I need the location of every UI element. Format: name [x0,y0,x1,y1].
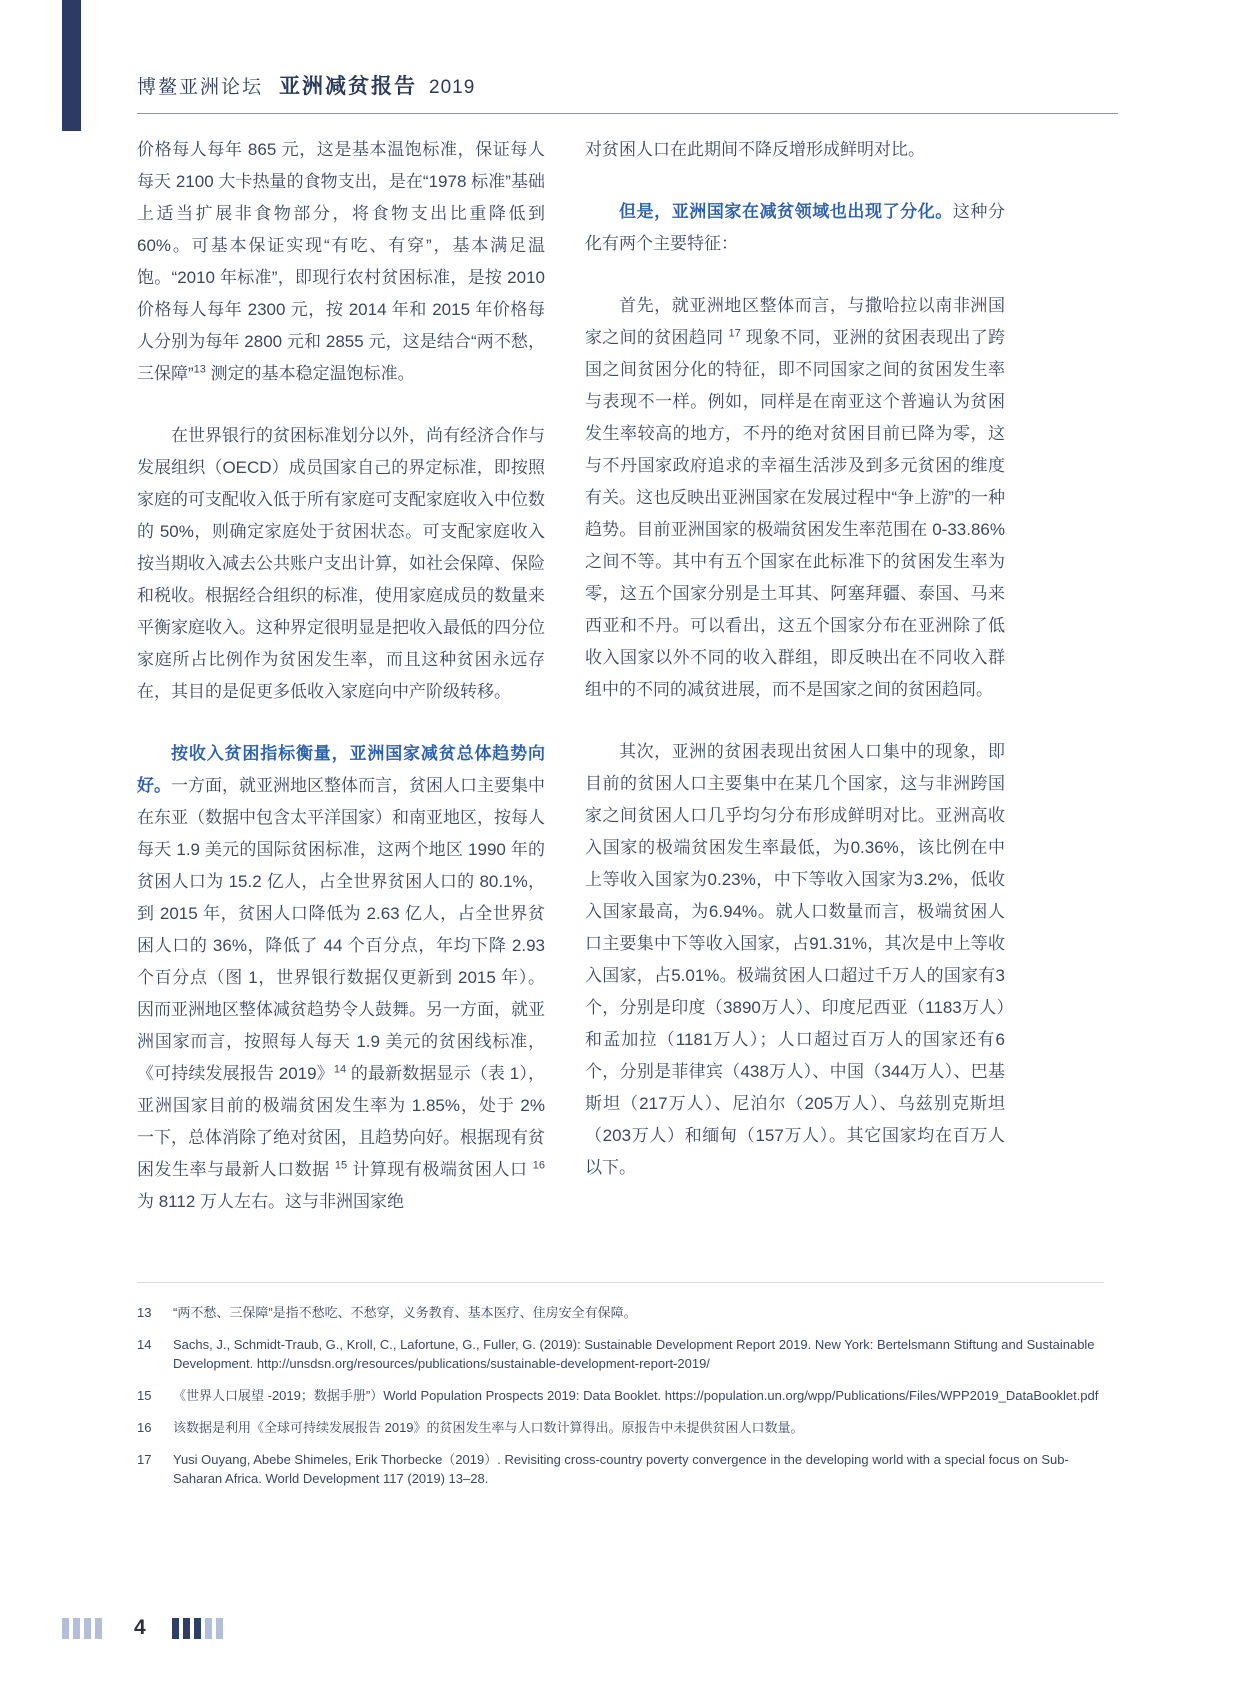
report-title: 亚洲减贫报告 [279,75,418,98]
decorative-bar [62,1618,69,1639]
footnote-text: 该数据是利用《全球可持续发展报告 2019》的贫困发生率与人口数计算得出。原报告中未提供贫困人口数量。 [173,1420,804,1435]
paragraph-lead: 但是，亚洲国家在减贫领域也出现了分化。 [619,202,953,221]
footnote-number: 16 [137,1420,152,1435]
footnote [137,1418,1104,1437]
decorative-bar [172,1618,179,1639]
footnote [137,1335,1104,1373]
paragraph-text: 首先，就亚洲地区整体而言，与撒哈拉以南非洲国家之间的贫困趋同 [585,296,1005,347]
footnotes-list [137,1303,1104,1488]
footnote-ref: 14 [333,1063,347,1076]
report-year: 2019 [429,77,476,98]
decorative-bar [194,1618,201,1639]
footnote [137,1386,1104,1405]
page-header [137,70,1118,114]
corner-accent-bar [62,0,81,131]
paragraph-text: 一方面，就亚洲地区整体而言，贫困人口主要集中在东亚（数据中包含太平洋国家）和南亚地区，按每人每天 1.9 美元的国际贫困标准，这两个地区 1990 年的贫困人口为 15.2 亿人，占全世界贫困人口的 80.1%，到 2015 年，贫困人口降低为 2.63 亿人，占全世界贫困人口的 36%，降低了 44 个百分点，年均下降 2.93 个百分点（图 1，世界银行数据仅更新到 2015 年）。因而亚洲地区整体减贫趋势令人鼓舞。另一方面，就亚洲国家而言，按照每人每天 1.9 美元的贫困线标准，《可持续发展报告 2019》 [137,776,545,1083]
page-footer [62,1616,227,1640]
decorative-bar [95,1618,102,1639]
paragraph-text: 这种分化有两个主要特征： [585,202,1006,253]
paragraph-text: 计算现有极端贫困人口 [347,1160,533,1179]
footnotes-section [137,1282,1104,1501]
decorative-bar [183,1618,190,1639]
paragraph-text: 价格每人每年 865 元，这是基本温饱标准，保证每人每天 2100 大卡热量的食物支出，是在“1978 标准”基础上适当扩展非食物部分，将食物支出比重降低到 60%。可基本保证实现“有吃、有穿”，基本满足温饱。“2010 年标准”，即现行农村贫困标准，是按 2010 价格每人每年 2300 元，按 2014 年和 2015 年价格每人分别为每年 2800 元和 2855 元，这是结合“两不愁，三保障” [137,140,545,383]
footnote-ref: 16 [532,1159,545,1172]
left-column [137,134,545,1218]
footnote-text: Yusi Ouyang, Abebe Shimeles, Erik Thorbecke（2019）. Revisiting cross-country poverty convergence in the developing world with a special focus on Sub-Saharan Africa. World Development 117 (2019) 13–28. [173,1452,1069,1486]
body-columns [137,134,1005,1218]
paragraph-text: 对贫困人口在此期间不降反增形成鲜明对比。 [585,140,925,159]
running-head [137,70,1118,100]
paragraph-lead: 按收入贫困指标衡量，亚洲国家减贫总体趋势向好。 [137,744,545,795]
paragraph-text: 为 8112 万人左右。这与非洲国家绝 [137,1192,405,1211]
footnote-text: Sachs, J., Schmidt-Traub, G., Kroll, C., Lafortune, G., Fuller, G. (2019): Sustainable Development Report 2019. New York: Bertelsmann Stiftung and Sustainable Development. http://unsdsn.org/resources/publications/sustainable-development-report-2019/ [173,1337,1095,1371]
footnote-text: 《世界人口展望 -2019；数据手册”）World Population Prospects 2019: Data Booklet. https://population.un.org/wpp/Publications/Files/WPP2019_DataBooklet.pdf [173,1388,1099,1403]
footnote-number: 15 [137,1388,152,1403]
page-number: 4 [134,1616,146,1639]
decorative-bar [216,1618,223,1639]
footnote-text: “两不愁、三保障”是指不愁吃、不愁穿，义务教育、基本医疗、住房安全有保障。 [173,1305,637,1320]
paragraph [585,196,1005,260]
paragraph [585,134,1005,166]
footnote [137,1450,1104,1488]
paragraph [137,738,545,1218]
footnote-number: 14 [137,1337,152,1352]
footnote-number: 13 [137,1305,152,1320]
footnote-ref: 15 [334,1159,348,1172]
forum-name: 博鳌亚洲论坛 [137,77,264,98]
paragraph-text: 其次，亚洲的贫困表现出贫困人口集中的现象，即目前的贫困人口主要集中在某几个国家，这与非洲跨国家之间贫困人口几乎均匀分布形成鲜明对比。亚洲高收入国家的极端贫困发生率最低，为0.36%，该比例在中上等收入国家为0.23%，中下等收入国家为3.2%，低收入国家最高，为6.94%。就人口数量而言，极端贫困人口主要集中下等收入国家，占91.31%，其次是中上等收入国家，占5.01%。极端贫困人口超过千万人的国家有3个，分别是印度（3890万人）、印度尼西亚（1183万人）和孟加拉（1181万人）；人口超过百万人的国家还有6个，分别是菲律宾（438万人）、中国（344万人）、巴基斯坦（217万人）、尼泊尔（205万人）、乌兹别克斯坦（203万人）和缅甸（157万人）。其它国家均在百万人以下。 [585,742,1005,1177]
decorative-bar [73,1618,80,1639]
footnote-ref: 17 [728,327,741,340]
decorative-bar [84,1618,91,1639]
footnotes-divider [137,1282,1104,1283]
paragraph-text: 测定的基本稳定温饱标准。 [205,364,415,383]
footnote [137,1303,1104,1322]
right-column [585,134,1005,1218]
paragraph [585,290,1005,706]
decorative-bar [205,1618,212,1639]
footnote-ref: 13 [193,363,206,376]
paragraph [137,134,545,390]
paragraph-text: 现象不同，亚洲的贫困表现出了跨国之间贫困分化的特征，即不同国家之间的贫困发生率与表现不一样。例如，同样是在南亚这个普遍认为贫困发生率较高的地方，不丹的绝对贫困目前已降为零，这与不丹国家政府追求的幸福生活涉及到多元贫困的维度有关。这也反映出亚洲国家在发展过程中“争上游”的一种趋势。目前亚洲国家的极端贫困发生率范围在 0-33.86% 之间不等。其中有五个国家在此标准下的贫困发生率为零，这五个国家分别是土耳其、阿塞拜疆、泰国、马来西亚和不丹。可以看出，这五个国家分布在亚洲除了低收入国家以外不同的收入群组，即反映出在不同收入群组中的不同的减贫进展，而不是国家之间的贫困趋同。 [585,328,1005,699]
paragraph [137,420,545,708]
paragraph [585,736,1005,1184]
paragraph-text: 在世界银行的贫困标准划分以外，尚有经济合作与发展组织（OECD）成员国家自己的界定标准，即按照家庭的可支配收入低于所有家庭可支配家庭收入中位数的 50%，则确定家庭处于贫困状态。可支配家庭收入按当期收入减去公共账户支出计算，如社会保障、保险和税收。根据经合组织的标准，使用家庭成员的数量来平衡家庭收入。这种界定很明显是把收入最低的四分位家庭所占比例作为贫困发生率，而且这种贫困永远存在，其目的是促更多低收入家庭向中产阶级转移。 [137,426,545,701]
footnote-number: 17 [137,1452,152,1467]
paragraph-text: 的最新数据显示（表 1），亚洲国家目前的极端贫困发生率为 1.85%，处于 2% 一下，总体消除了绝对贫困，且趋势向好。根据现有贫困发生率与最新人口数据 [137,1064,545,1179]
header-divider [137,113,1118,114]
